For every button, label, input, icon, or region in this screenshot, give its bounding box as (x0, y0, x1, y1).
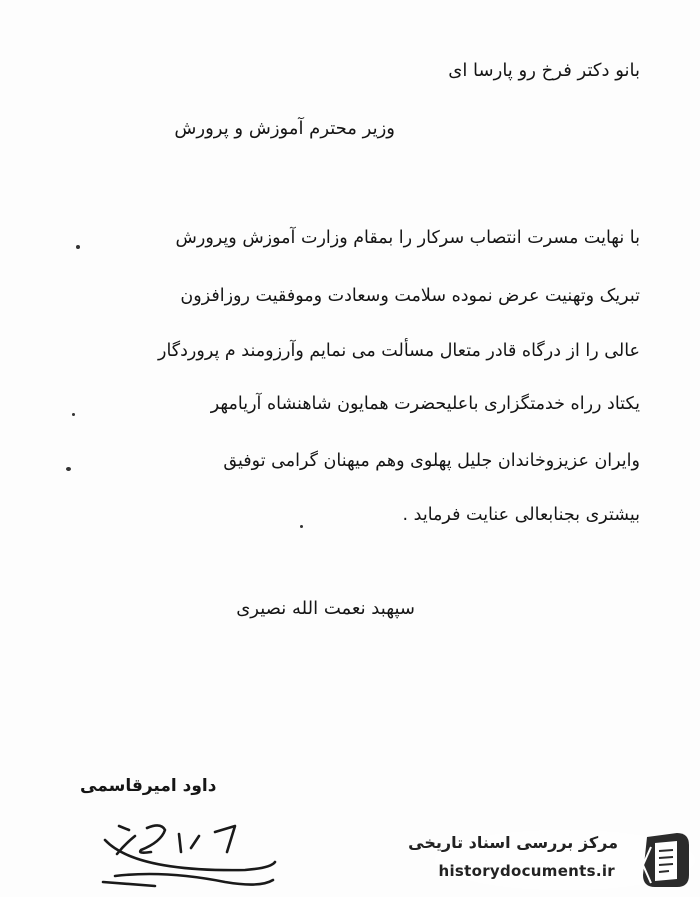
scan-speck (72, 413, 75, 416)
watermark-title: مرکز بررسی اسناد تاریخی (408, 833, 618, 852)
letter-addressee-title: وزیر محترم آموزش و پرورش (174, 118, 395, 139)
letter-body-line: با نهایت مسرت انتصاب سرکار را بمقام وزارت آموزش وپرورش (175, 228, 640, 248)
annotation-name: داود امیرقاسمی (80, 776, 217, 796)
watermark-url: historydocuments.ir (438, 862, 615, 880)
letter-body-line: یکتاد رراه خدمتگزاری باعلیحضرت همایون شاهنشاه آریامهر (210, 394, 640, 414)
letter-addressee: بانو دکتر فرخ رو پارسا ای (448, 60, 640, 81)
scan-speck (66, 467, 71, 471)
letter-body-line: بیشتری بجنابعالی عنایت فرماید . (402, 505, 640, 525)
letter-body-line: وایران عزیزوخاندان جلیل پهلوی وهم میهنان گرامی توفیق (223, 451, 640, 471)
letter-body-line: تبریک وتهنیت عرض نموده سلامت وسعادت وموفقیت روزافزون (180, 286, 640, 306)
letter-body-line: عالی را از درگاه قادر متعال مسألت می نمایم وآرزومند م پروردگار (158, 341, 640, 361)
handwritten-date-signature (95, 800, 285, 895)
scan-speck (300, 525, 303, 528)
scan-speck (76, 245, 80, 249)
letter-sender-signature: سپهبد نعمت الله نصیری (236, 598, 415, 619)
